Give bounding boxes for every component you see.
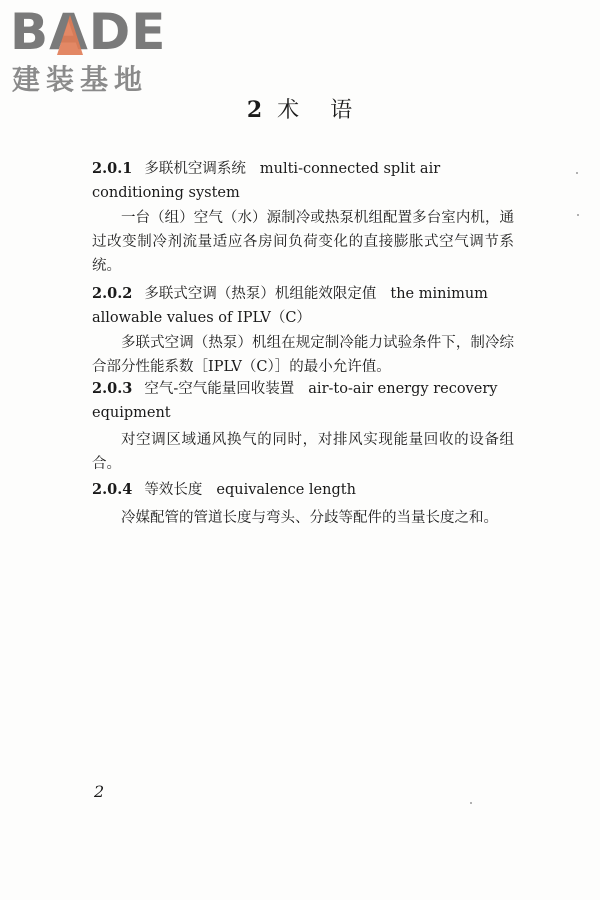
bade-logo [10, 3, 175, 96]
chapter-title-char-2: 语 [330, 98, 354, 123]
term-definition-2-0-1: 一台（组）空气（水）源制冷或热泵机组配置多台室内机，通过改变制冷剂流量适应各房间负荷变化的直接膨胀式空气调节系统。 [92, 210, 514, 274]
term-number: 2.0.1 [92, 160, 133, 177]
term-chinese: 多联式空调（热泵）机组能效限定值 [144, 286, 377, 302]
scan-speck [576, 172, 578, 174]
term-chinese: 空气-空气能量回收装置 [144, 381, 295, 397]
term-chinese: 多联机空调系统 [144, 161, 246, 177]
chapter-title-char-1: 术 [277, 98, 301, 123]
term-heading-2-0-4 [92, 478, 512, 502]
term-english: the minimum allowable values of IPLV（C） [92, 286, 488, 326]
chapter-title [0, 93, 600, 124]
term-definition-2-0-2: 多联式空调（热泵）机组在规定制冷能力试验条件下，制冷综合部分性能系数［IPLV（C）］的最小允许值。 [92, 335, 514, 375]
term-definition-2-0-3: 对空调区域通风换气的同时，对排风实现能量回收的设备组合。 [92, 432, 514, 472]
term-number: 2.0.3 [92, 380, 133, 397]
scan-speck [470, 802, 472, 804]
logo-brand: BADE [10, 3, 167, 61]
logo-subtitle: 建装基地 [12, 63, 149, 96]
scan-speck [577, 214, 579, 216]
chapter-number: 2 [246, 97, 264, 123]
term-english: air-to-air energy recovery equipment [92, 381, 498, 421]
term-chinese: 等效长度 [144, 482, 203, 498]
term-heading-2-0-1 [92, 157, 512, 205]
term-number: 2.0.4 [92, 481, 133, 498]
term-number: 2.0.2 [92, 285, 133, 302]
term-heading-2-0-3 [92, 377, 512, 425]
term-english: multi-connected split air conditioning system [92, 161, 441, 201]
term-english: equivalence length [216, 482, 356, 498]
term-heading-2-0-2 [92, 282, 512, 330]
page-number: 2 [94, 782, 105, 801]
term-definition-2-0-4: 冷媒配管的管道长度与弯头、分歧等配件的当量长度之和。 [121, 510, 498, 526]
logo-accent-triangle [57, 15, 83, 55]
